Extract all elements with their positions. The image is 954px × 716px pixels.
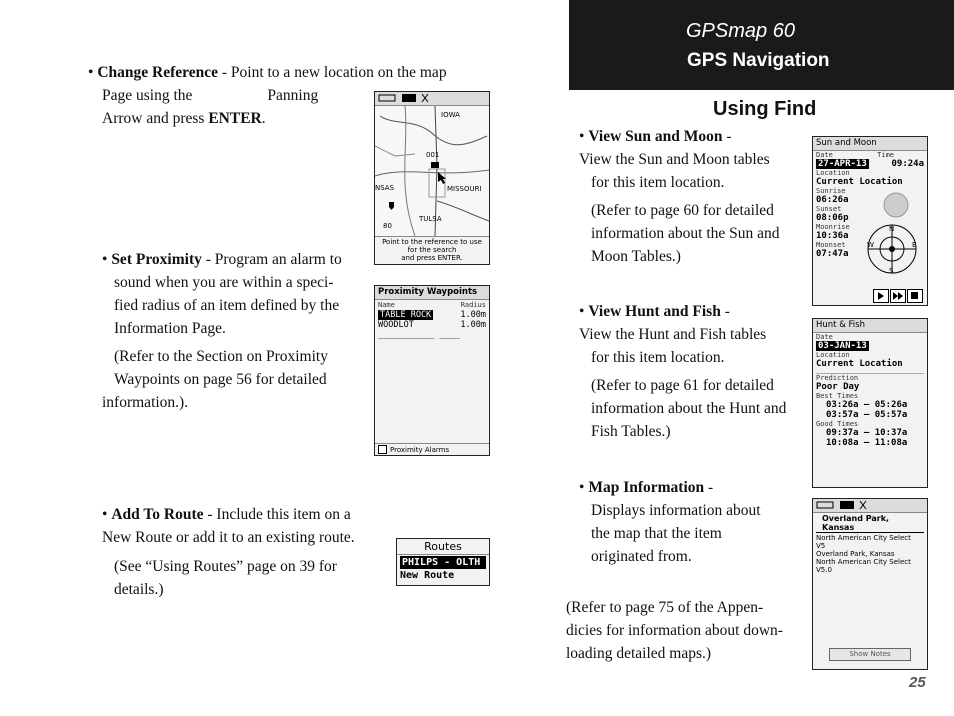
text-line: for this item location. bbox=[591, 174, 725, 191]
list-item[interactable]: ___________ ____ bbox=[378, 330, 460, 340]
field-label: Time bbox=[877, 151, 894, 159]
alarm-label: Proximity Alarms bbox=[390, 445, 450, 454]
text-line: sound when you are within a speci- bbox=[114, 274, 334, 291]
sky-chart bbox=[856, 187, 922, 279]
section-title: Using Find bbox=[713, 98, 817, 120]
sunrise-value: 06:26a bbox=[816, 195, 849, 205]
screen-title: Routes bbox=[397, 539, 489, 555]
date-field[interactable]: 03-JAN-13 bbox=[818, 341, 867, 351]
field-label: Sunset bbox=[816, 205, 842, 213]
text-line: . bbox=[261, 110, 266, 127]
fast-forward-icon[interactable] bbox=[890, 289, 906, 303]
map-view[interactable] bbox=[375, 106, 489, 236]
text-line: - Program an alarm to bbox=[201, 251, 342, 268]
text-line: information about the Hunt and bbox=[591, 400, 787, 417]
text-line: dicies for information about down- bbox=[566, 622, 783, 639]
text-line: Fish Tables.) bbox=[591, 423, 671, 440]
bullet: • bbox=[102, 251, 108, 268]
list-item[interactable] bbox=[378, 320, 486, 330]
play-icon[interactable] bbox=[873, 289, 889, 303]
list-item[interactable] bbox=[378, 310, 486, 320]
routes-screen bbox=[396, 538, 490, 586]
page-number: 25 bbox=[909, 674, 926, 691]
bullet: • bbox=[579, 128, 585, 145]
hunt-fish-title: View Hunt and Fish bbox=[588, 303, 721, 320]
detail-line: V5 bbox=[816, 542, 826, 550]
status-bar bbox=[813, 499, 927, 513]
moonrise-value: 10:36a bbox=[816, 231, 849, 241]
text-line: - bbox=[720, 303, 730, 320]
animation-controls bbox=[873, 289, 923, 303]
location-field[interactable]: Current Location bbox=[816, 177, 903, 187]
interstate-shield-icon bbox=[389, 202, 394, 210]
text-line: information.). bbox=[102, 394, 189, 411]
text-line: (Refer to the Section on Proximity bbox=[114, 348, 328, 365]
map-page-screen bbox=[374, 91, 490, 265]
status-icons bbox=[378, 92, 458, 104]
map-info-title: Map Information bbox=[588, 479, 705, 496]
text-line: (Refer to page 61 for detailed bbox=[591, 377, 774, 394]
text-line: Arrow and press bbox=[102, 110, 209, 127]
screen-title: Hunt & Fish bbox=[813, 319, 927, 333]
moon-icon bbox=[884, 193, 908, 217]
column-header: Radius bbox=[460, 301, 486, 309]
alarm-checkbox[interactable] bbox=[378, 445, 387, 454]
status-icons bbox=[816, 499, 896, 511]
stop-icon[interactable] bbox=[907, 289, 923, 303]
status-bar bbox=[375, 92, 489, 106]
field-label: Best Times bbox=[816, 392, 859, 400]
chapter-header bbox=[569, 0, 954, 90]
waypoint-name: WOODLOT bbox=[378, 320, 414, 330]
map-title: Overland Park, Kansas bbox=[816, 514, 924, 533]
waypoint-icon bbox=[431, 162, 439, 168]
map-info-reference bbox=[566, 596, 806, 665]
product-name: GPSmap 60 bbox=[686, 20, 795, 42]
compass-label: N bbox=[889, 225, 895, 233]
map-hint bbox=[375, 236, 489, 262]
compass-label: W bbox=[867, 241, 874, 249]
field-label: Moonset bbox=[816, 241, 846, 249]
chapter-title: GPS Navigation bbox=[687, 50, 830, 71]
map-label: MISSOURI bbox=[447, 185, 482, 193]
text-line: View the Sun and Moon tables bbox=[579, 151, 770, 168]
text-line: fied radius of an item defined by the bbox=[114, 297, 340, 314]
map-label: NSAS bbox=[375, 184, 395, 192]
text-line: loading detailed maps.) bbox=[566, 645, 712, 662]
screen-title: Proximity Waypoints bbox=[375, 286, 489, 300]
text-line: - Point to a new location on the map bbox=[217, 64, 447, 81]
good-time-row: 09:37a — 10:37a bbox=[826, 428, 908, 438]
map-details bbox=[816, 534, 924, 574]
detail-line: North American City Select bbox=[816, 558, 911, 566]
hint-line: for the search bbox=[407, 246, 457, 254]
text-line: - bbox=[704, 479, 714, 496]
best-time-row: 03:57a — 05:57a bbox=[826, 410, 908, 420]
compass-label: E bbox=[912, 241, 917, 249]
route-item[interactable]: PHILPS - OLTH bbox=[400, 556, 486, 569]
waypoint-radius: 1.00m bbox=[460, 310, 486, 320]
field-label: Prediction bbox=[816, 373, 924, 382]
date-field[interactable]: 27-APR-13 bbox=[818, 159, 867, 169]
proximity-waypoints-screen bbox=[374, 285, 490, 456]
hunt-fish-paragraph bbox=[579, 300, 801, 443]
compass-label: S bbox=[889, 267, 894, 275]
text-line: - bbox=[722, 128, 732, 145]
waypoint-name: TABLE ROCK bbox=[380, 310, 432, 320]
best-time-row: 03:26a — 05:26a bbox=[826, 400, 908, 410]
add-to-route-title: Add To Route bbox=[111, 506, 204, 523]
column-header: Name bbox=[378, 301, 395, 309]
alarm-row bbox=[375, 443, 489, 455]
detail-line: V5.0 bbox=[816, 566, 832, 574]
map-label: 80 bbox=[383, 222, 392, 230]
set-proximity-title: Set Proximity bbox=[111, 251, 202, 268]
map-information-screen bbox=[812, 498, 928, 670]
field-label: Location bbox=[816, 169, 850, 177]
prediction-value: Poor Day bbox=[816, 382, 860, 392]
detail-line: North American City Select bbox=[816, 534, 911, 542]
bullet: • bbox=[579, 479, 585, 496]
text-line: (See “Using Routes” page on 39 for bbox=[114, 558, 337, 575]
text-line: (Refer to page 60 for detailed bbox=[591, 202, 774, 219]
sun-icon bbox=[889, 246, 895, 252]
screen-title: Sun and Moon bbox=[813, 137, 927, 151]
detail-line: Overland Park, Kansas bbox=[816, 550, 895, 558]
waypoint-radius: 1.00m bbox=[460, 320, 486, 330]
good-time-row: 10:08a — 11:08a bbox=[826, 438, 908, 448]
enter-key-label: ENTER bbox=[208, 110, 262, 127]
text-line: View the Hunt and Fish tables bbox=[579, 326, 767, 343]
sun-moon-screen bbox=[812, 136, 928, 306]
change-reference-title: Change Reference bbox=[97, 64, 218, 81]
text-line: the map that the item bbox=[591, 525, 722, 542]
map-label: IOWA bbox=[441, 111, 460, 119]
map-label: TULSA bbox=[419, 215, 442, 223]
add-to-route-paragraph bbox=[102, 503, 382, 601]
text-line: Waypoints on page 56 for detailed bbox=[114, 371, 327, 388]
location-field[interactable]: Current Location bbox=[816, 359, 903, 369]
map-info-paragraph bbox=[579, 476, 801, 568]
text-line: Moon Tables.) bbox=[591, 248, 681, 265]
field-label: Good Times bbox=[816, 420, 859, 428]
bullet: • bbox=[102, 506, 108, 523]
text-line: Displays information about bbox=[591, 502, 761, 519]
sunset-value: 08:06p bbox=[816, 213, 849, 223]
set-proximity-paragraph bbox=[102, 248, 367, 414]
sun-moon-paragraph bbox=[579, 125, 801, 268]
text-line: originated from. bbox=[591, 548, 692, 565]
field-label: Date bbox=[816, 151, 833, 159]
field-label: Sunrise bbox=[816, 187, 846, 195]
text-line: Information Page. bbox=[114, 320, 226, 337]
hint-line: and press ENTER. bbox=[401, 254, 463, 262]
show-notes-button[interactable]: Show Notes bbox=[829, 648, 911, 661]
time-field[interactable]: 09:24a bbox=[891, 159, 924, 169]
text-line: Panning bbox=[267, 87, 319, 104]
text-line: for this item location. bbox=[591, 349, 725, 366]
field-label: Moonrise bbox=[816, 223, 850, 231]
route-item[interactable]: New Route bbox=[400, 570, 455, 581]
text-line: Page using the bbox=[102, 87, 193, 104]
hunt-fish-screen bbox=[812, 318, 928, 488]
sun-moon-title: View Sun and Moon bbox=[588, 128, 723, 145]
text-line: - Include this item on a bbox=[203, 506, 351, 523]
text-line: information about the Sun and bbox=[591, 225, 780, 242]
field-label: Location bbox=[816, 351, 850, 359]
field-label: Date bbox=[816, 333, 833, 341]
text-line: New Route or add it to an existing route. bbox=[102, 529, 355, 546]
text-line: (Refer to page 75 of the Appen- bbox=[566, 599, 764, 616]
map-label: 001 bbox=[426, 151, 440, 159]
proximity-list bbox=[375, 310, 489, 340]
bullet: • bbox=[579, 303, 585, 320]
bullet: • bbox=[88, 64, 94, 81]
text-line: details.) bbox=[114, 581, 164, 598]
moonset-value: 07:47a bbox=[816, 249, 849, 259]
hint-line: Point to the reference to use bbox=[382, 238, 482, 246]
